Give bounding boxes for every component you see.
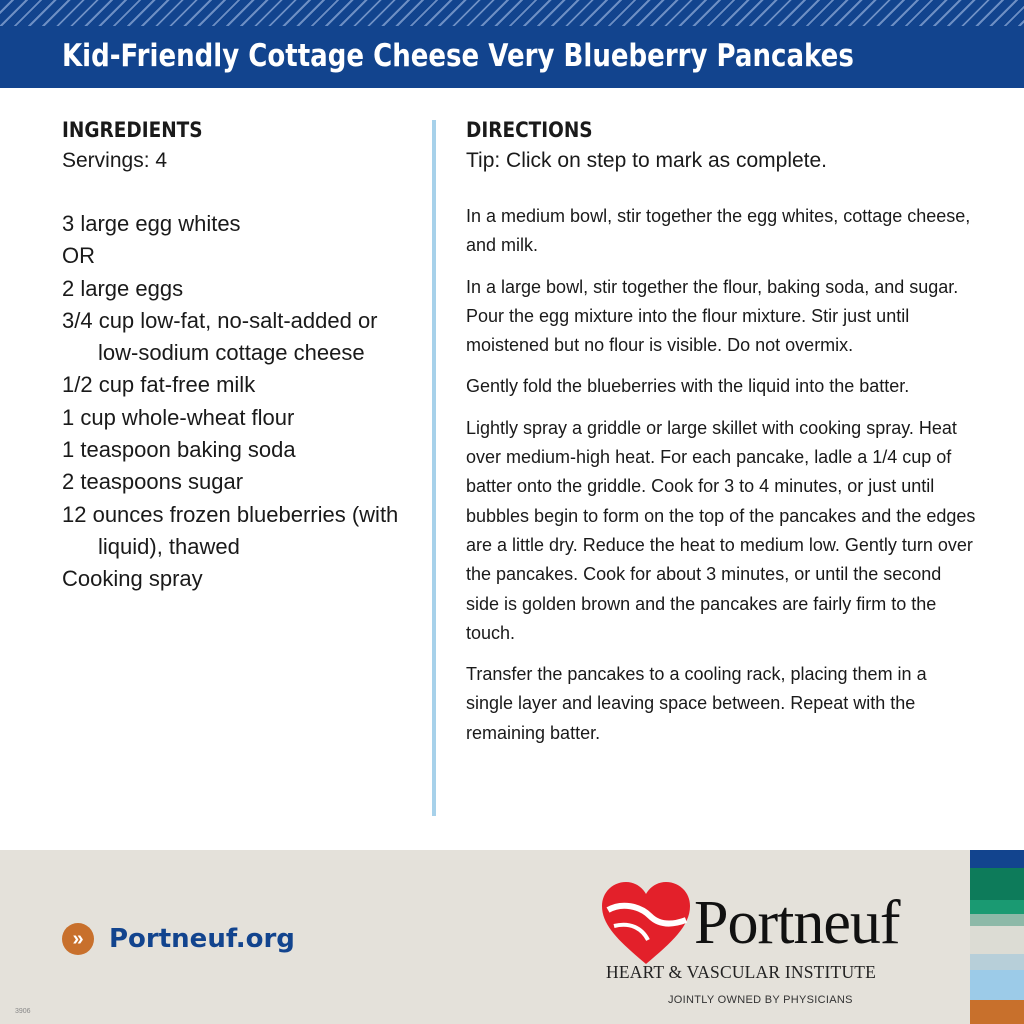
column-divider — [432, 120, 436, 816]
portneuf-logo — [600, 880, 920, 1010]
direction-step-2[interactable]: In a large bowl, stir together the flour, baking soda, and sugar. Pour the egg mixture into the flour mixture. Stir just until moistened but no flour is visible. Do not overmix. — [466, 276, 959, 356]
logo-tagline: JOINTLY OWNED BY PHYSICIANS — [668, 994, 853, 1006]
color-bar — [970, 1000, 1024, 1024]
color-bar — [970, 970, 1024, 1000]
document-code: 3906 — [15, 1008, 31, 1015]
ingredient-item: 3 large egg whites — [62, 211, 241, 236]
website-link[interactable]: Portneuf.org — [109, 924, 295, 954]
ingredient-item: 2 teaspoons sugar — [62, 469, 244, 495]
directions-tip: Tip: Click on step to mark as complete. — [466, 149, 828, 172]
directions-heading: DIRECTIONS — [466, 118, 593, 142]
ingredient-item: 1/2 cup fat-free milk — [62, 372, 256, 398]
color-bar — [970, 868, 1024, 900]
ingredient-item: 1 teaspoon baking soda — [62, 437, 296, 463]
servings-label: Servings: 4 — [62, 149, 168, 172]
ingredients-column — [62, 116, 417, 596]
footer — [0, 850, 1024, 1024]
logo-brand-text: Portneuf — [694, 889, 900, 957]
direction-step-3[interactable]: Gently fold the blueberries with the liquid into the batter. — [466, 376, 910, 397]
ingredient-item: OR — [62, 243, 95, 269]
ingredient-item: 3/4 cup low-fat, no-salt-added or low-sodium cottage cheese — [62, 307, 378, 366]
direction-step-4[interactable]: Lightly spray a griddle or large skillet with cooking spray. Heat over medium-high heat. For each pancake, ladle a 1/4 cup of batter onto the griddle. Cook for 3 to 4 minutes, or just until bubbles begin to form on the top of the pancakes and the edges are a little dry. Reduce the heat to medium low. Gently turn over the pancakes. Cook for about 3 minutes, or until the second side is golden brown and the pancakes are fairly firm to the touch. — [466, 417, 976, 643]
website-link-row[interactable] — [62, 923, 295, 955]
page-title: Kid-Friendly Cottage Cheese Very Blueberry Pancakes — [62, 38, 854, 74]
color-bar — [970, 900, 1024, 914]
ingredient-item: 1 cup whole-wheat flour — [62, 404, 295, 430]
color-bar — [970, 850, 1024, 868]
logo-institute-text: HEART & VASCULAR INSTITUTE — [606, 962, 877, 982]
color-bar — [970, 914, 1024, 926]
heart-logo-icon — [600, 880, 692, 966]
banner-stripes — [0, 0, 1024, 26]
ingredient-item: 2 large eggs — [62, 275, 184, 301]
directions-column — [466, 116, 986, 760]
direction-step-1[interactable]: In a medium bowl, stir together the egg whites, cottage cheese, and milk. — [466, 206, 971, 256]
color-bar — [970, 926, 1024, 954]
title-banner — [0, 0, 1024, 88]
color-bar — [970, 954, 1024, 970]
ingredients-list — [62, 208, 417, 596]
direction-step-5[interactable]: Transfer the pancakes to a cooling rack, placing them in a single layer and leaving space between. Repeat with the remaining batter. — [466, 664, 927, 743]
ingredient-item: Cooking spray — [62, 566, 203, 592]
chevron-right-icon: » — [62, 923, 94, 955]
ingredient-item: 12 ounces frozen blueberries (with liquid), thawed — [62, 501, 399, 559]
color-bars — [970, 850, 1024, 1024]
directions-list — [466, 202, 986, 748]
ingredients-heading: INGREDIENTS — [62, 118, 203, 142]
